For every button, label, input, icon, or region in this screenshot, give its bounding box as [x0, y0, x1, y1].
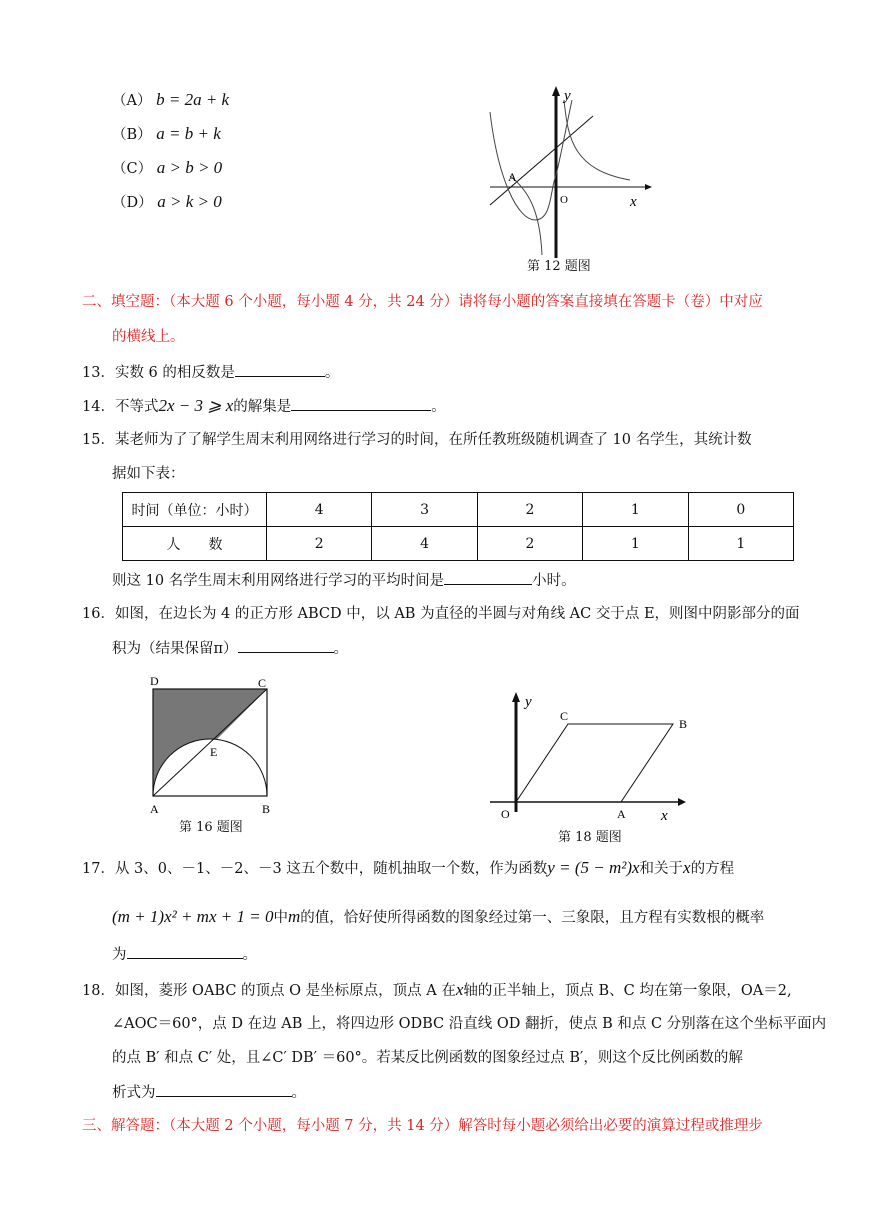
fig18-a-label: A	[617, 807, 626, 821]
option-b-label: （B）	[112, 127, 152, 143]
q18-blank[interactable]	[156, 1082, 292, 1097]
q14-blank[interactable]	[291, 396, 431, 411]
q17-end: 。	[242, 947, 257, 963]
q18-line1a: 18．如图，菱形 OABC 的顶点 O 是坐标原点，顶点 A 在	[82, 983, 456, 999]
table-cell: 2	[477, 493, 582, 527]
q16-line2: 积为（结果保留π）	[112, 641, 238, 657]
fig18-b-label: B	[679, 717, 688, 731]
q17-equation-expr: (m + 1)x² + mx + 1 = 0	[112, 907, 274, 926]
table-cell: 2	[267, 527, 372, 561]
fig16-e-label: E	[210, 745, 218, 759]
fig18-y-label: y	[525, 694, 532, 710]
q17-blank[interactable]	[127, 944, 243, 959]
question-16: 16．如图，在边长为 4 的正方形 ABCD 中，以 AB 为直径的半圆与对角线 AC 交于点 E，则图中阴影部分的面	[82, 606, 800, 622]
fig18-rhombus	[516, 724, 673, 802]
q17-line3: 为	[112, 947, 127, 963]
option-a-label: （A）	[112, 93, 152, 109]
question-18-line2: ∠AOC＝60°，点 D 在边 AB 上，将四边形 ODBC 沿直线 OD 翻折，使点 B 和点 C 分别落在这个坐标平面内	[112, 1016, 827, 1032]
fig18-y-arrow	[512, 692, 520, 702]
table-cell: 0	[688, 493, 793, 527]
q17-line2a: 中	[273, 910, 288, 926]
q15-blank[interactable]	[444, 570, 532, 585]
fig18-x-arrow	[678, 798, 686, 806]
q16-end: 。	[333, 641, 349, 657]
question-16-cont	[112, 638, 348, 659]
table-row	[123, 527, 794, 561]
fig12-caption: 第 12 题图	[527, 259, 591, 274]
q13-end: 。	[324, 365, 340, 381]
section2-heading-cont: 的横线上。	[112, 329, 185, 345]
table-cell: 4	[372, 527, 477, 561]
fig12-y-arrow	[552, 86, 560, 96]
q14-prefix: 14．不等式	[82, 399, 159, 415]
option-c	[112, 158, 222, 179]
fig16-caption: 第 16 题图	[179, 820, 243, 835]
table-cell: 3	[372, 493, 477, 527]
q14-expr: 2x − 3 ⩾ x	[158, 396, 234, 415]
table-cell: 1	[583, 493, 688, 527]
fig12-y-label: y	[564, 88, 571, 104]
table-cell: 1	[583, 527, 688, 561]
q17-line2b: 的值，恰好使所得函数的图象经过第一、三象限，且方程有实数根的概率	[300, 910, 765, 926]
q18-line4: 析式为	[112, 1085, 156, 1101]
table-cell: 人 数	[123, 527, 267, 561]
question-14	[82, 396, 446, 417]
option-c-label: （C）	[112, 161, 153, 177]
q17-line1a: 17．从 3、0、－1、－2、－3 这五个数中，随机抽取一个数，作为函数	[82, 861, 548, 877]
figure-18	[485, 688, 695, 828]
option-a-expr: b = 2a + k	[156, 90, 230, 109]
question-18-line4	[112, 1082, 306, 1103]
fig18-c-label: C	[560, 709, 569, 723]
q15-after: 则这 10 名学生周末利用网络进行学习的平均时间是	[112, 573, 445, 589]
q17-function-expr: y = (5 − m²)x	[547, 858, 640, 877]
table-cell: 1	[688, 527, 793, 561]
section2-heading: 二、填空题：（本大题 6 个小题，每小题 4 分，共 24 分）请将每小题的答案直接填在答题卡（卷）中对应	[82, 294, 763, 310]
fig16-d-label: D	[150, 674, 159, 688]
q14-end: 。	[431, 399, 446, 415]
table-cell: 时间（单位：小时）	[123, 493, 267, 527]
question-15: 15．某老师为了了解学生周末利用网络进行学习的时间，在所任教班级随机调查了 10 名学生，其统计数	[82, 432, 752, 448]
fig16-b-label: B	[262, 802, 271, 816]
table-cell: 2	[477, 527, 582, 561]
option-d-expr: a > k > 0	[157, 192, 222, 211]
q13-blank[interactable]	[235, 362, 325, 377]
q13-text: 13．实数 6 的相反数是	[82, 365, 235, 381]
fig12-a-label: A	[508, 170, 517, 184]
q17-line1c: 的方程	[690, 861, 735, 877]
option-b-expr: a = b + k	[156, 124, 221, 143]
table-cell: 4	[267, 493, 372, 527]
figure-12	[480, 80, 660, 280]
option-b	[112, 124, 221, 145]
fig12-x-label: x	[630, 194, 637, 210]
q17-line1b: 和关于	[639, 861, 684, 877]
question-18-line3: 的点 B′ 和点 C′ 处，且∠C′ DB′ ＝60°。若某反比例函数的图象经过点 B′，则这个反比例函数的解	[112, 1050, 743, 1066]
question-17	[82, 858, 734, 879]
question-13	[82, 362, 339, 383]
fig16-a-label: A	[150, 802, 159, 816]
section3-heading: 三、解答题：（本大题 2 个小题，每小题 7 分，共 14 分）解答时每小题必须给出必要的演算过程或推理步	[82, 1118, 763, 1134]
q17-var-m: m	[287, 907, 301, 926]
fig12-o-label: O	[560, 194, 568, 206]
q18-line1b: 轴的正半轴上，顶点 B、C 均在第一象限，OA＝2,	[463, 983, 792, 999]
fig18-x-label: x	[661, 808, 668, 824]
question-17-cont	[112, 907, 764, 928]
option-d-label: （D）	[112, 195, 153, 211]
q15-unit: 小时。	[532, 573, 576, 589]
fig12-curve2	[510, 176, 542, 255]
table-row	[123, 493, 794, 527]
option-a	[112, 90, 229, 111]
fig18-o-label: O	[501, 807, 510, 821]
option-d	[112, 192, 222, 213]
fig16-c-label: C	[258, 676, 267, 690]
q16-blank[interactable]	[238, 638, 334, 653]
question-17-end	[112, 944, 257, 965]
fig18-caption: 第 18 题图	[558, 830, 622, 845]
option-c-expr: a > b > 0	[156, 158, 223, 177]
fig12-hyperbola	[564, 100, 630, 180]
q15-table	[122, 492, 794, 561]
question-18	[82, 980, 792, 1001]
fig12-line	[490, 116, 593, 205]
q18-var-x: x	[455, 980, 464, 999]
q15-answer-line	[112, 570, 576, 591]
fig12-x-arrow	[645, 184, 652, 190]
question-15-cont: 据如下表：	[112, 466, 185, 482]
q18-end: 。	[291, 1085, 306, 1101]
q14-suffix: 的解集是	[233, 399, 292, 415]
q17-var-x: x	[683, 858, 691, 877]
